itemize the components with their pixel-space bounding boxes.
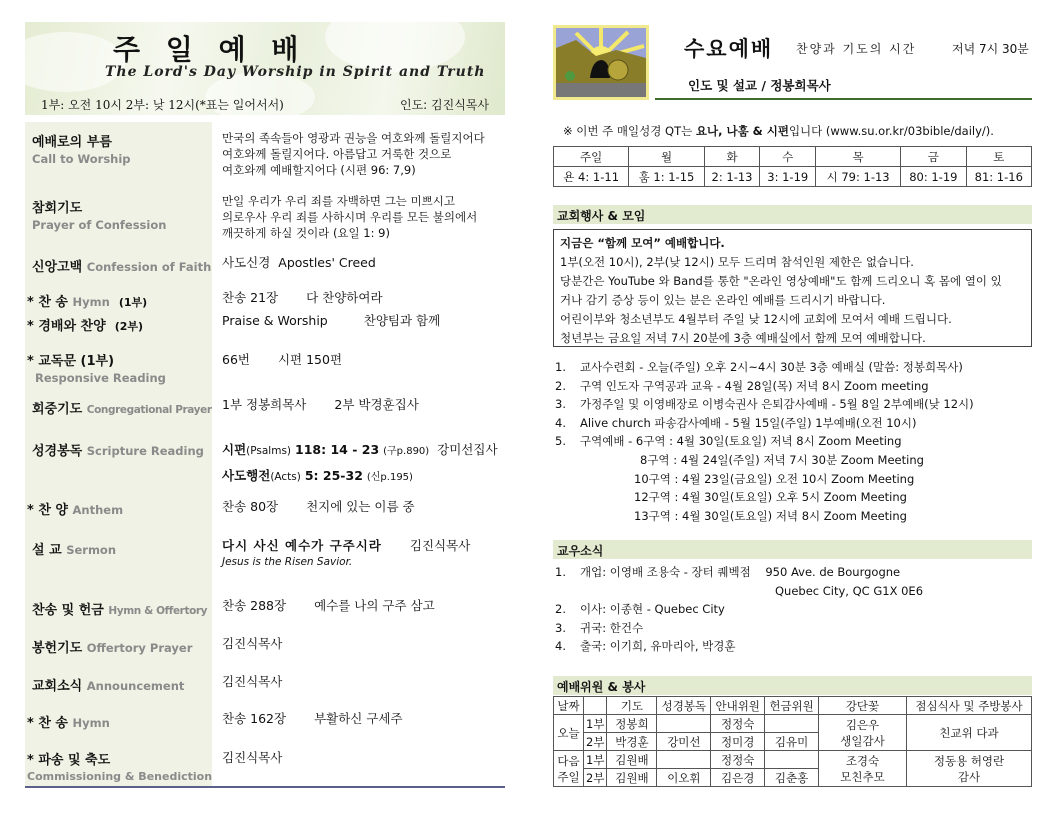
table-cell: 다음 주일 bbox=[554, 751, 584, 787]
list-item: 1. 개업: 이영배 조용숙 - 장터 퀘벡점 950 Ave. de Bourgogne bbox=[555, 565, 901, 579]
order-value: 찬송 21장 다 찬양하여라 bbox=[222, 290, 383, 305]
table-cell: 조경숙 모친추모 bbox=[819, 751, 907, 787]
wednesday-title: 수요예배 bbox=[684, 37, 774, 61]
notice-box bbox=[553, 229, 1032, 347]
order-value: 김진식목사 bbox=[222, 674, 283, 689]
order-label: * 찬 송 Hymn (1부) bbox=[27, 295, 148, 310]
order-value: 사도신경 Apostles' Creed bbox=[222, 255, 376, 270]
order-label: * 찬 송 Hymn bbox=[27, 716, 110, 731]
order-value: Praise & Worship 찬양팀과 함께 bbox=[222, 313, 441, 328]
table-cell: 정미경 bbox=[711, 733, 765, 751]
table-cell: 주일 bbox=[554, 147, 629, 167]
table-cell: 김은경 bbox=[711, 769, 765, 787]
notice-line: 어린이부와 청소년부도 4월부터 주일 낮 12시에 교회에 모여서 예배 드립니다. bbox=[560, 312, 952, 326]
section-header-members: 교우소식 bbox=[553, 540, 1032, 559]
list-item: 12구역 : 4월 30일(토요일) 오후 5시 Zoom Meeting bbox=[634, 490, 907, 505]
order-label: 찬송 및 헌금 Hymn & Offertory bbox=[32, 603, 208, 618]
notice-line: 당분간은 YouTube 와 Band를 통한 "온라인 영상예배"도 함께 드리오니 혹 몸에 열이 있 bbox=[560, 274, 1002, 288]
list-item: 1. 교사수련회 - 오늘(주일) 오후 2시~4시 30분 3층 예배실 (말씀: 정봉희목사) bbox=[555, 360, 963, 374]
table-cell: 3: 1-19 bbox=[760, 167, 816, 187]
table-cell: 정봉희 bbox=[607, 715, 657, 733]
table-row bbox=[554, 147, 1032, 167]
qt-note: ※ 이번 주 매일성경 QT는 요나, 나훔 & 시편입니다 (www.su.or.kr/03bible/daily/). bbox=[563, 124, 994, 138]
table-cell: 욘 4: 1-11 bbox=[554, 167, 629, 187]
order-value: 만국의 족속들아 영광과 권능을 여호와께 돌릴지어다 여호와께 돌릴지어다. 아름답고 거룩한 것으로 여호와께 예배할지어다 (시편 96: 7,9) bbox=[222, 131, 485, 177]
table-cell: 정정숙 bbox=[711, 751, 765, 769]
table-row bbox=[554, 167, 1032, 187]
list-item: 2. 이사: 이종현 - Quebec City bbox=[555, 602, 725, 617]
table-row bbox=[554, 751, 1032, 769]
page-title: 주 일 예 배 bbox=[113, 33, 307, 66]
table-header: 성경봉독 bbox=[657, 697, 711, 715]
table-row bbox=[554, 715, 1032, 733]
list-item: 2. 구역 인도자 구역공과 교육 - 4월 28일(목) 저녁 8시 Zoom meeting bbox=[555, 378, 929, 393]
order-label: 봉헌기도 Offertory Prayer bbox=[32, 641, 193, 656]
list-item: 3. 귀국: 한건수 bbox=[555, 620, 644, 635]
order-label: * 파송 및 축도 Commissioning & Benediction bbox=[27, 753, 213, 783]
order-label: 설 교 Sermon bbox=[32, 543, 117, 558]
table-cell: 2: 1-13 bbox=[704, 167, 760, 187]
order-label: * 찬 양 Anthem bbox=[27, 503, 124, 518]
table-cell: 금 bbox=[901, 147, 966, 167]
table-cell: 1부 bbox=[584, 715, 607, 733]
table-cell: 김유미 bbox=[765, 733, 819, 751]
table-cell: 시 79: 1-13 bbox=[816, 167, 901, 187]
table-cell bbox=[765, 715, 819, 733]
order-value: 찬송 288장 예수를 나의 구주 삼고 bbox=[222, 598, 435, 613]
notice-line: 청년부는 금요일 저녁 7시 20분에 3층 예배실에서 함께 모여 예배합니다. bbox=[560, 331, 926, 345]
table-header bbox=[584, 697, 607, 715]
table-cell: 수 bbox=[760, 147, 816, 167]
list-item: 8구역 : 4월 24일(주일) 저녁 7시 30분 Zoom Meeting bbox=[640, 452, 924, 467]
wednesday-time: 저녁 7시 30분 bbox=[952, 42, 1029, 56]
table-header: 헌금위원 bbox=[765, 697, 819, 715]
table-cell: 강미선 bbox=[657, 733, 711, 751]
table-cell: 김은우 생일감사 bbox=[819, 715, 907, 751]
table-cell: 2부 bbox=[584, 733, 607, 751]
table-cell: 정정숙 bbox=[711, 715, 765, 733]
list-item: 4. 출국: 이기희, 유마리아, 박경훈 bbox=[555, 639, 736, 654]
order-value: 1부 정봉희목사 2부 박경훈집사 bbox=[222, 397, 419, 412]
divider bbox=[655, 98, 1032, 100]
service-leader: 인도: 김진식목사 bbox=[399, 98, 489, 112]
table-cell: 김원배 bbox=[607, 769, 657, 787]
section-header-servers: 예배위원 & 봉사 bbox=[553, 676, 1032, 695]
table-header: 강단꽃 bbox=[819, 697, 907, 715]
header-banner bbox=[25, 22, 505, 115]
table-header: 기도 bbox=[607, 697, 657, 715]
notice-line: 1부(오전 10시), 2부(낮 12시) 모두 드리며 참석인원 제한은 없습니다. bbox=[560, 255, 914, 269]
order-value: 김진식목사 bbox=[222, 636, 283, 651]
section-header-events: 교회행사 & 모임 bbox=[553, 205, 1032, 224]
order-label: 회중기도 Congregational Prayer bbox=[32, 402, 212, 417]
qt-table bbox=[553, 146, 1032, 187]
lily-decoration bbox=[25, 32, 125, 92]
table-cell: 오늘 bbox=[554, 715, 584, 751]
table-cell: 김원배 bbox=[607, 751, 657, 769]
members-list bbox=[555, 563, 923, 656]
order-label: 예배로의 부름 Call to Worship bbox=[32, 135, 131, 166]
table-cell bbox=[657, 715, 711, 733]
table-cell: 80: 1-19 bbox=[901, 167, 966, 187]
order-value: 찬송 162장 부활하신 구세주 bbox=[222, 711, 403, 726]
list-item: 13구역 : 4월 30일(토요일) 저녁 8시 Zoom Meeting bbox=[634, 508, 907, 523]
notice-line: 거나 감기 증상 등이 있는 분은 온라인 예배를 드리시기 바랍니다. bbox=[560, 293, 886, 307]
table-cell: 김춘홍 bbox=[765, 769, 819, 787]
order-label: * 경배와 찬양 (2부) bbox=[27, 319, 144, 334]
table-cell bbox=[657, 751, 711, 769]
table-cell: 박경훈 bbox=[607, 733, 657, 751]
table-cell: 1부 bbox=[584, 751, 607, 769]
wednesday-subtitle: 찬양과 기도의 시간 bbox=[796, 42, 917, 56]
order-value: 66번 시편 150편 bbox=[222, 352, 343, 367]
order-value: 김진식목사 bbox=[222, 750, 283, 765]
notice-title: 지금은 “함께 모여” 예배합니다. bbox=[560, 236, 725, 250]
table-cell: 친교위 다과 bbox=[907, 715, 1032, 751]
table-cell: 목 bbox=[816, 147, 901, 167]
list-item: 10구역 : 4월 23일(금요일) 오전 10시 Zoom Meeting bbox=[634, 471, 915, 486]
table-row bbox=[554, 697, 1032, 715]
table-cell: 화 bbox=[704, 147, 760, 167]
order-value: 찬송 80장 천지에 있는 이름 중 bbox=[222, 499, 415, 514]
servers-table bbox=[553, 696, 1032, 787]
list-item: 3. 가정주일 및 이영배장로 이병숙권사 은퇴감사예배 - 5월 8일 2부예배(낮 12시) bbox=[555, 397, 974, 412]
order-label: 신앙고백 Confession of Faith bbox=[32, 260, 212, 275]
table-cell: 81: 1-16 bbox=[966, 167, 1031, 187]
table-cell: 이오휘 bbox=[657, 769, 711, 787]
order-label: 성경봉독 Scripture Reading bbox=[32, 444, 204, 459]
order-label: 교회소식 Announcement bbox=[32, 679, 185, 694]
order-value: 시편(Psalms) 118: 14 - 23 (구p.890) 강미선집사 사도행전(Acts) 5: 25-32 (신p.195) bbox=[222, 442, 498, 483]
page-subtitle: The Lord's Day Worship in Spirit and Truth bbox=[105, 64, 486, 80]
service-times: 1부: 오전 10시 2부: 낮 12시(*표는 일어서서) bbox=[41, 98, 284, 112]
wednesday-leader: 인도 및 설교 / 정봉희목사 bbox=[688, 78, 831, 93]
table-cell: 토 bbox=[966, 147, 1031, 167]
list-item: Quebec City, QC G1X 0E6 bbox=[775, 583, 924, 598]
table-header: 점심식사 및 주방봉사 bbox=[907, 697, 1032, 715]
empty-tomb-logo bbox=[553, 25, 649, 100]
table-header: 안내위원 bbox=[711, 697, 765, 715]
empty-tomb-icon bbox=[556, 28, 646, 97]
list-item: 4. Alive church 파송감사예배 - 5월 15일(주일) 1부예배(오전 10시) bbox=[555, 415, 917, 430]
table-cell: 정동용 허영란 감사 bbox=[907, 751, 1032, 787]
divider bbox=[25, 786, 505, 788]
order-label: * 교독문 (1부) Responsive Reading bbox=[27, 354, 166, 385]
table-cell bbox=[765, 751, 819, 769]
table-cell: 월 bbox=[629, 147, 704, 167]
table-cell: 2부 bbox=[584, 769, 607, 787]
events-list bbox=[555, 358, 974, 525]
table-cell: 훔 1: 1-15 bbox=[629, 167, 704, 187]
list-item: 5. 구역예배 - 6구역 : 4월 30일(토요일) 저녁 8시 Zoom Meeting bbox=[555, 434, 902, 449]
order-value: 만일 우리가 우리 죄를 자백하면 그는 미쁘시고 의로우사 우리 죄를 사하시며 우리를 모든 불의에서 깨끗하게 하실 것이라 (요일 1: 9) bbox=[222, 194, 478, 240]
table-header: 날짜 bbox=[554, 697, 584, 715]
order-label: 참회기도 Prayer of Confession bbox=[32, 201, 167, 232]
order-value: 다시 사신 예수가 구주시라 김진식목사 Jesus is the Risen Savior. bbox=[222, 538, 471, 568]
